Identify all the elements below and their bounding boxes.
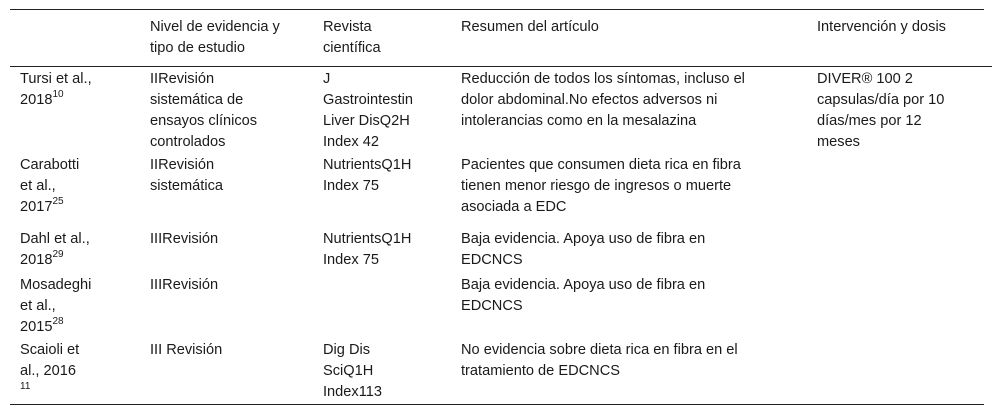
author-text: Dahl et al., 2018: [20, 230, 90, 268]
evidence-level-cell: IIRevisión sistemática: [150, 156, 223, 194]
evidence-table-container: [10, 9, 984, 405]
header-evidence-level: Nivel de evidencia y tipo de estudio: [150, 19, 280, 56]
intervention-cell: [817, 153, 992, 227]
journal-cell: NutrientsQ1H Index 75: [323, 230, 412, 268]
intervention-cell: DIVER® 100 2 capsulas/día por 10 días/mes por 12 meses: [817, 70, 945, 150]
author-text: Carabotti et al., 2017: [20, 156, 80, 215]
author-text: Mosadeghi et al., 2015: [20, 276, 92, 335]
journal-cell: NutrientsQ1H Index 75: [323, 156, 412, 194]
author-cell: [10, 66, 150, 153]
evidence-level-cell: IIIRevisión: [150, 276, 219, 293]
header-journal: Revista científica: [323, 19, 381, 56]
summary-cell: Baja evidencia. Apoya uso de fibra en EDCNCS: [461, 276, 706, 314]
table-header: [10, 10, 992, 66]
author-cell: [10, 338, 150, 404]
summary-cell: Reducción de todos los síntomas, incluso el dolor abdominal.No efectos adversos ni intolerancias como en la mesalazina: [461, 70, 745, 129]
journal-cell: [323, 273, 461, 338]
reference-number: 25: [52, 195, 64, 207]
summary-cell: Pacientes que consumen dieta rica en fibra tienen menor riesgo de ingresos o muerte asociada a EDC: [461, 156, 741, 215]
reference-number: 28: [52, 315, 64, 327]
table-body: [10, 66, 992, 404]
reference-number: 29: [52, 248, 64, 260]
journal-cell: Dig Dis SciQ1H Index113: [323, 341, 382, 400]
table-row: [10, 227, 992, 273]
evidence-level-cell: IIRevisión sistemática de ensayos clínicos controlados: [150, 70, 258, 150]
evidence-level-cell: IIIRevisión: [150, 230, 219, 247]
author-cell: [10, 153, 150, 227]
header-intervention: Intervención y dosis: [817, 19, 946, 35]
intervention-cell: [817, 273, 992, 338]
summary-cell: No evidencia sobre dieta rica en fibra en el tratamiento de EDCNCS: [461, 341, 738, 379]
table-row: [10, 153, 992, 227]
author-text: Tursi et al., 2018: [20, 70, 92, 108]
table-row: [10, 273, 992, 338]
author-cell: [10, 227, 150, 273]
table-row: [10, 66, 992, 153]
header-author: [10, 10, 150, 66]
summary-cell: Baja evidencia. Apoya uso de fibra en EDCNCS: [461, 230, 706, 268]
evidence-level-cell: III Revisión: [150, 341, 223, 358]
header-row: [10, 10, 992, 66]
reference-number: 10: [52, 88, 64, 100]
table-row: [10, 338, 992, 404]
header-summary: Resumen del artículo: [461, 19, 599, 35]
journal-cell: J Gastrointestin Liver DisQ2H Index 42: [323, 70, 414, 150]
reference-number: 11: [20, 380, 31, 392]
author-text: Scaioli et al., 2016: [20, 341, 80, 379]
intervention-cell: [817, 227, 992, 273]
intervention-cell: [817, 338, 992, 404]
evidence-table: [10, 10, 992, 404]
author-cell: [10, 273, 150, 338]
